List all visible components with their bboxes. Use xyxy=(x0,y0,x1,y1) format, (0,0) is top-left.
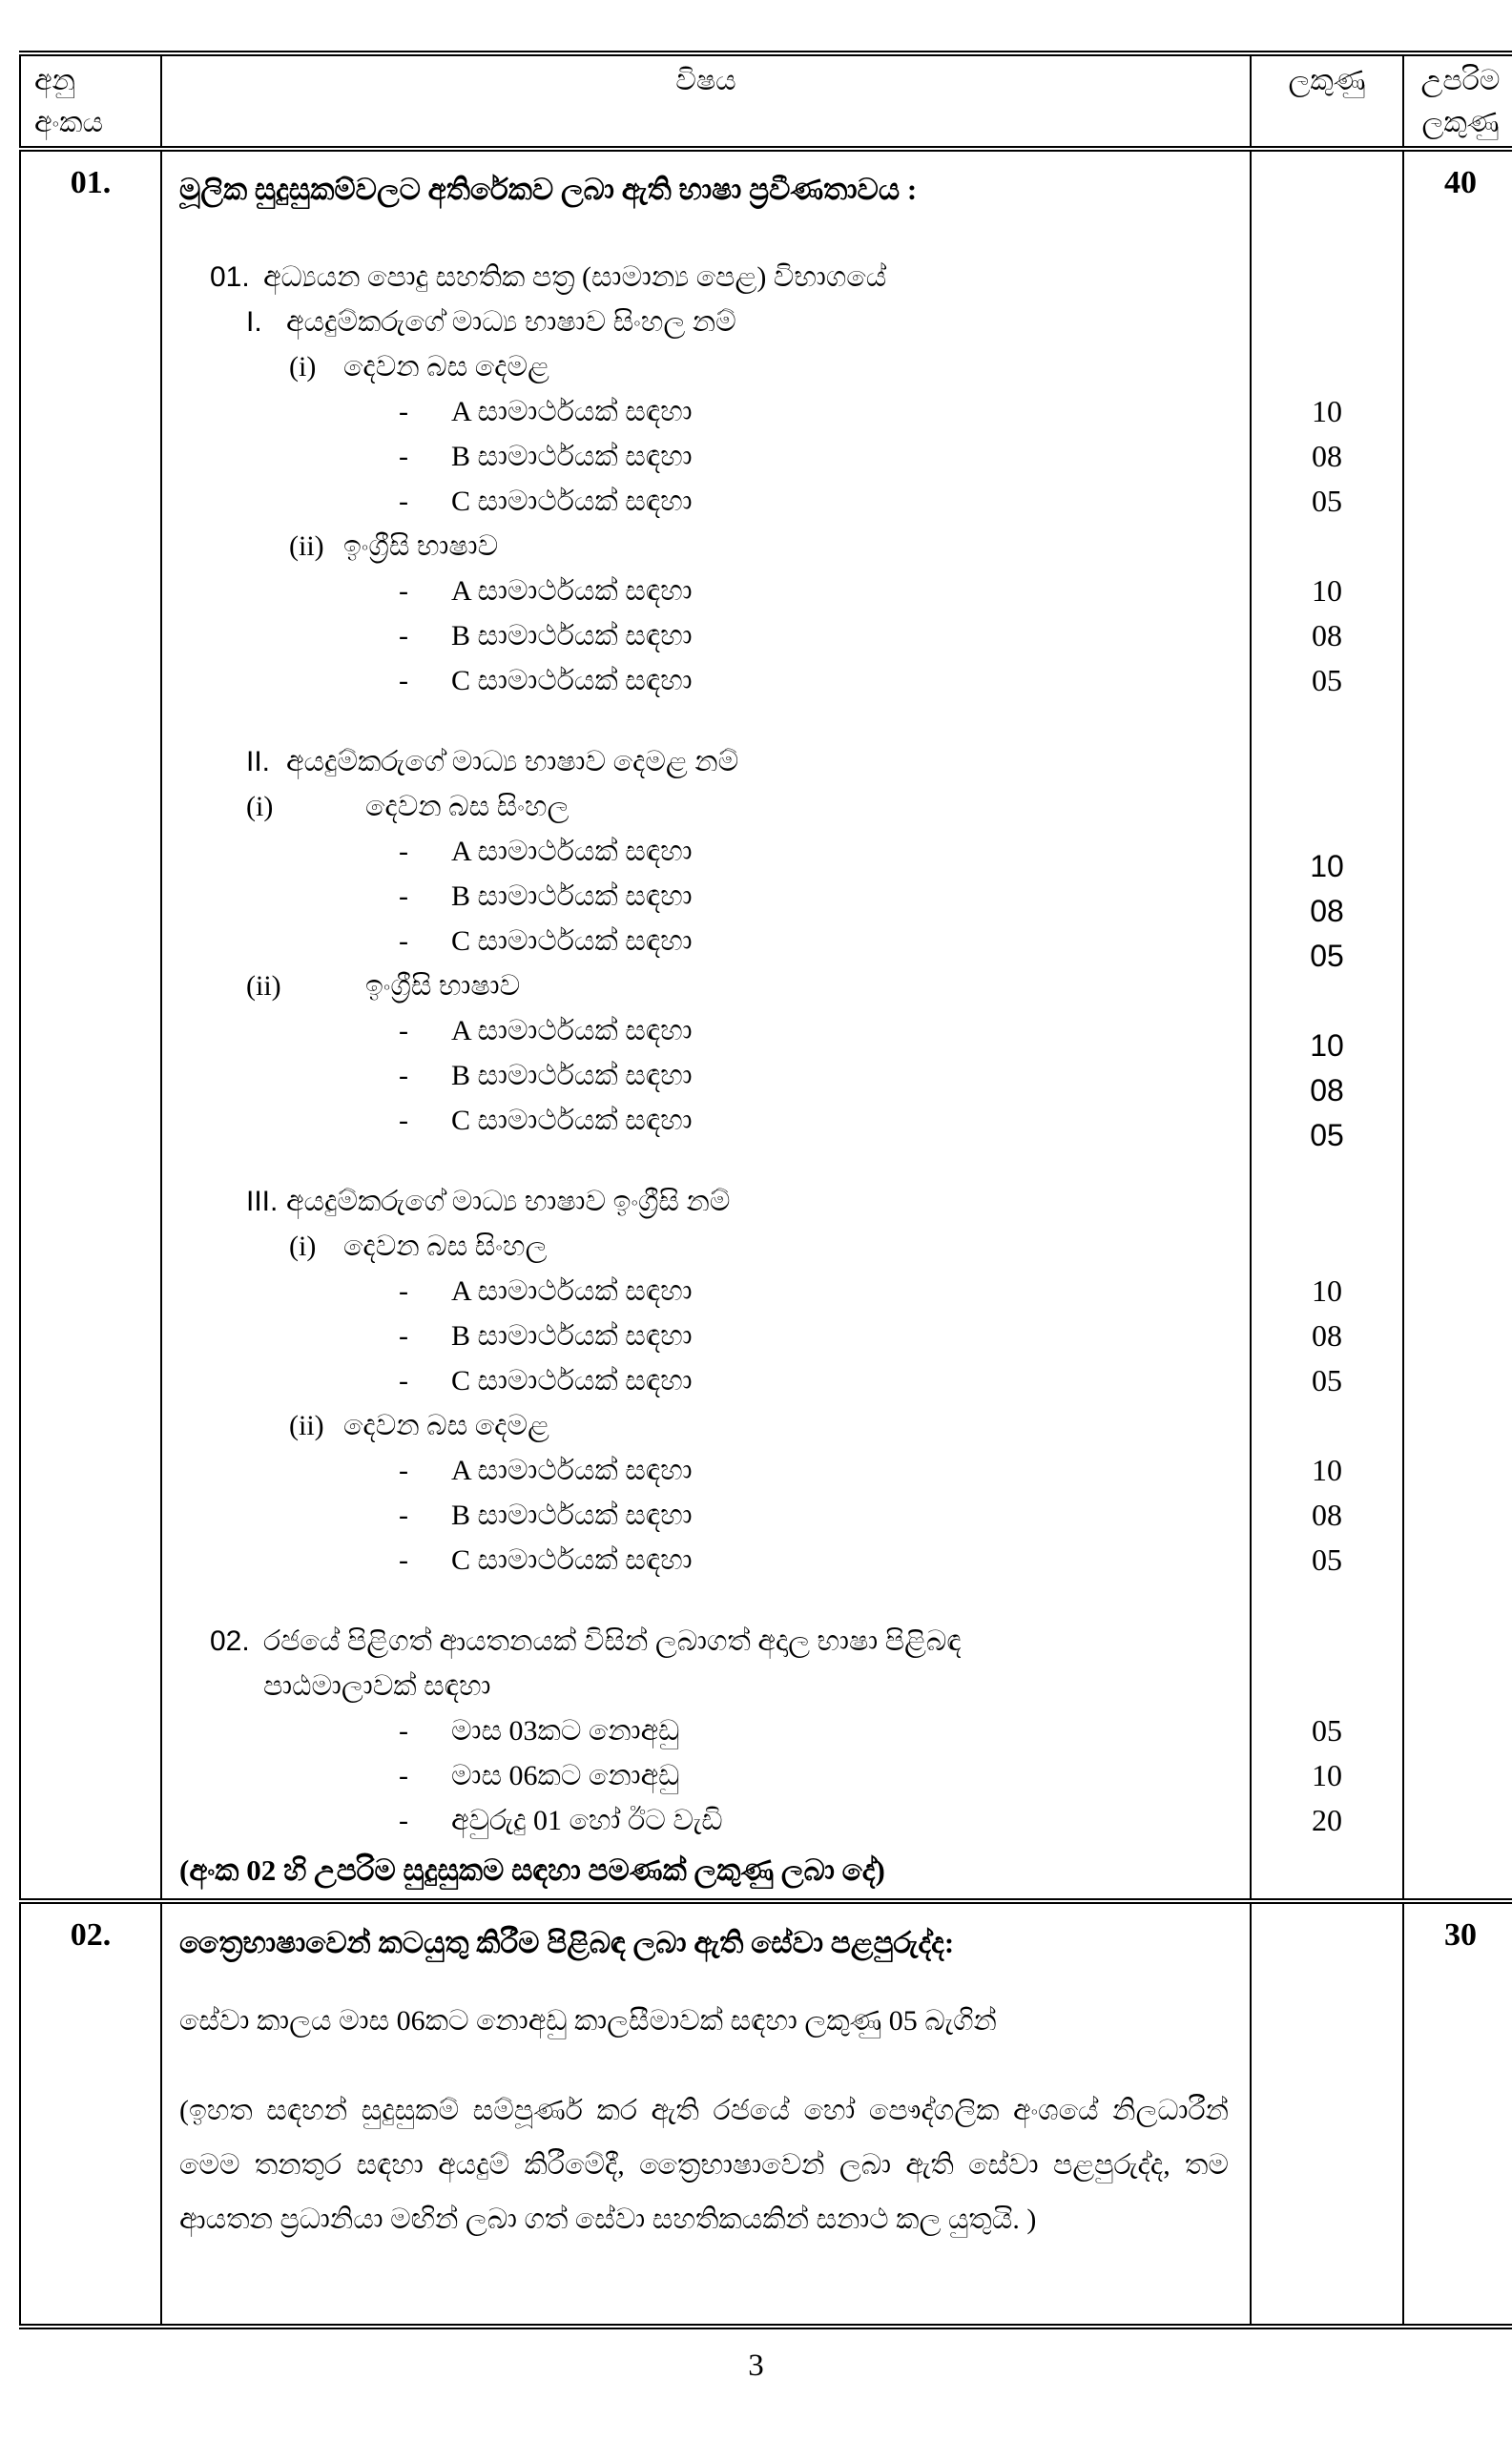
row-01-subject-cell xyxy=(161,149,1251,1901)
row-02-rate-line: සේවා කාලය මාස 06කට නොඅඩු කාලසීමාවක් සඳහා ලකුණු 05 බැගින් xyxy=(179,2005,997,2037)
line-text: A සාමාර්ථයක් සඳහා xyxy=(451,396,693,427)
mark-value: 10 xyxy=(1312,1453,1342,1487)
line-label: - xyxy=(399,880,408,912)
qualification-line xyxy=(179,1008,1250,1053)
header-max-marks xyxy=(1403,53,1512,149)
qualification-line xyxy=(179,919,1250,963)
line-label: - xyxy=(399,1060,408,1091)
row-01-mark-values xyxy=(1252,152,1402,1898)
row-02-serial: 02. xyxy=(20,1901,161,2327)
row-01-max-marks: 40 xyxy=(1403,149,1512,1901)
qualification-line xyxy=(179,613,1250,658)
line-text: B සාමාර්ථයක් සඳහා xyxy=(451,1500,693,1531)
line-text: C සාමාර්ථයක් සඳහා xyxy=(451,1544,693,1576)
qualification-line xyxy=(179,1358,1250,1403)
row-02-marks-cell xyxy=(1251,1901,1403,2327)
line-text: B සාමාර්ථයක් සඳහා xyxy=(451,880,693,912)
row-01-serial: 01. xyxy=(20,149,161,1901)
marks-scheme-table xyxy=(19,51,1512,2329)
line-text: C සාමාර්ථයක් සඳහා xyxy=(451,486,693,517)
qualification-line xyxy=(179,1493,1250,1538)
line-text: අයදුම්කරුගේ මාධ්‍ය භාෂාව සිංහල නම් xyxy=(286,306,736,338)
mark-value: 08 xyxy=(1312,618,1342,652)
line-text: B සාමාර්ථයක් සඳහා xyxy=(451,441,693,472)
line-label: (ii) xyxy=(246,970,281,1002)
line-label: (ii) xyxy=(289,530,324,562)
line-text: මාස 06කට නොඅඩු xyxy=(451,1760,680,1791)
line-label: (i) xyxy=(289,1231,317,1262)
qualification-line xyxy=(179,1583,1250,1619)
mark-value: 05 xyxy=(1312,663,1342,697)
line-text: දෙවන බස දෙමළ xyxy=(343,351,549,383)
header-serial-number xyxy=(20,53,161,149)
mark-value: 08 xyxy=(1310,1073,1344,1107)
qualification-line xyxy=(179,1143,1250,1179)
line-text: දෙවන බස සිංහල xyxy=(343,1231,548,1262)
line-text: අවුරුදු 01 හෝ ඊට වැඩි xyxy=(451,1805,723,1836)
header-subject: විෂය xyxy=(161,53,1251,149)
qualification-line xyxy=(179,1753,1250,1798)
mark-value: 05 xyxy=(1310,939,1344,973)
qualification-line xyxy=(179,829,1250,874)
qualification-line xyxy=(179,1798,1250,1843)
line-label: - xyxy=(399,1500,408,1531)
qualification-line xyxy=(179,1053,1250,1098)
qualification-line xyxy=(179,1664,1250,1708)
qualification-line xyxy=(179,1403,1250,1448)
line-label: (i) xyxy=(246,791,274,822)
mark-value xyxy=(1252,218,1402,255)
qualification-line xyxy=(179,963,1250,1008)
qualification-line xyxy=(179,874,1250,919)
qualification-line xyxy=(179,524,1250,569)
line-label: - xyxy=(399,1715,408,1747)
line-label: I. xyxy=(246,306,262,338)
line-label: - xyxy=(399,1455,408,1486)
line-label: - xyxy=(399,1015,408,1046)
row-01-subject-lines xyxy=(162,152,1250,1898)
line-text: අයදුම්කරුගේ මාධ්‍ය භාෂාව ඉංග්‍රීසි නම් xyxy=(286,1186,731,1217)
qualification-line xyxy=(179,161,1250,218)
mark-value xyxy=(1252,255,1402,300)
mark-value xyxy=(1252,1843,1402,1898)
mark-value: 05 xyxy=(1312,1363,1342,1397)
line-label: 02. xyxy=(210,1625,250,1657)
qualification-line xyxy=(179,1314,1250,1358)
line-label: - xyxy=(399,836,408,867)
line-text: A සාමාර්ථයක් සඳහා xyxy=(451,575,693,607)
header-max-line2: ලකුණු xyxy=(1421,107,1500,138)
line-label: - xyxy=(399,1365,408,1397)
line-text: අයදුම්කරුගේ මාධ්‍ය භාෂාව දෙමළ නම් xyxy=(286,746,739,777)
line-label: - xyxy=(399,1760,408,1791)
mark-value: 05 xyxy=(1312,1542,1342,1577)
line-text: මූලික සුදුසුකම්වලට අතිරේකව ලබා ඇති භාෂා ප්‍රවීණතාවය : xyxy=(179,173,918,206)
line-text: පාඨමාලාවක් සඳහා xyxy=(263,1670,491,1702)
table-row-01 xyxy=(20,149,1512,1901)
line-label: - xyxy=(399,396,408,427)
mark-value xyxy=(1252,1179,1402,1224)
mark-value xyxy=(1252,524,1402,569)
line-text: C සාමාර්ථයක් සඳහා xyxy=(451,925,693,957)
line-text: ඉංග්‍රීසි භාෂාව xyxy=(343,530,499,562)
line-text: A සාමාර්ථයක් සඳහා xyxy=(451,1275,693,1307)
line-label: II. xyxy=(246,746,271,777)
line-label: - xyxy=(399,1275,408,1307)
mark-value: 05 xyxy=(1312,484,1342,518)
line-label: - xyxy=(399,486,408,517)
mark-value: 10 xyxy=(1310,849,1344,883)
row-02-max-marks: 30 xyxy=(1403,1901,1512,2327)
qualification-line xyxy=(179,1269,1250,1314)
qualification-line xyxy=(179,1708,1250,1753)
mark-value xyxy=(1252,1583,1402,1619)
line-label: III. xyxy=(246,1186,279,1217)
qualification-line xyxy=(179,1098,1250,1143)
row-02-note-paragraph: (ඉහත සඳහන් සුදුසුකම් සම්පූර්ණ කර ඇති රජයේ හෝ පෞද්ගලික අංශයේ නිලධාරීන් මෙම තනතුර සඳහා අයදුම් කිරීමේදී, ත්‍රෛභාෂාවෙන් ලබා ඇති සේවා පළපුරුද්ද, තම ආයතන ප්‍රධානියා මඟින් ලබා ගත් සේවා සහතිකයකින් සනාථ කල යුතුයි. ) xyxy=(179,2095,1229,2235)
mark-value: 05 xyxy=(1312,1713,1342,1748)
line-text: C සාමාර්ථයක් සඳහා xyxy=(451,1365,693,1397)
mark-value: 08 xyxy=(1312,439,1342,473)
mark-value xyxy=(1252,1619,1402,1664)
line-label: - xyxy=(399,575,408,607)
line-label: (i) xyxy=(289,351,317,383)
qualification-line xyxy=(179,300,1250,344)
line-text: A සාමාර්ථයක් සඳහා xyxy=(451,836,693,867)
line-label: - xyxy=(399,1544,408,1576)
mark-value xyxy=(1252,161,1402,218)
qualification-line xyxy=(179,344,1250,389)
mark-value xyxy=(1252,739,1402,784)
mark-value xyxy=(1252,1664,1402,1708)
qualification-line xyxy=(179,1179,1250,1224)
line-label: - xyxy=(399,1320,408,1352)
header-marks: ලකුණු xyxy=(1251,53,1403,149)
row-02-heading: ත්‍රෛභාෂාවෙන් කටයුතු කිරීම පිළිබඳ ලබා ඇති සේවා පළපුරුද්ද: xyxy=(179,1926,955,1959)
mark-value: 10 xyxy=(1310,1028,1344,1063)
qualification-line xyxy=(179,389,1250,434)
qualification-line xyxy=(179,1224,1250,1269)
line-text: (අංක 02 හි උපරිම සුදුසුකම සඳහා පමණක් ලකුණු ලබා දේ) xyxy=(179,1853,885,1887)
line-text: A සාමාර්ථයක් සඳහා xyxy=(451,1455,693,1486)
line-label: - xyxy=(399,620,408,652)
line-text: C සාමාර්ථයක් සඳහා xyxy=(451,665,693,696)
qualification-line xyxy=(179,434,1250,479)
mark-value xyxy=(1252,344,1402,389)
qualification-line xyxy=(179,255,1250,300)
qualification-line xyxy=(179,218,1250,255)
qualification-line xyxy=(179,479,1250,524)
row-01-marks-cell xyxy=(1251,149,1403,1901)
line-text: දෙවන බස සිංහල xyxy=(365,791,570,822)
mark-value: 05 xyxy=(1310,1118,1344,1152)
line-text: C සාමාර්ථයක් සඳහා xyxy=(451,1105,693,1136)
line-label: - xyxy=(399,1105,408,1136)
mark-value: 20 xyxy=(1312,1803,1342,1837)
line-text: B සාමාර්ථයක් සඳහා xyxy=(451,1060,693,1091)
line-text: අධ්‍යයන පොදු සහතික පත්‍ර (සාමාන්‍ය පෙළ) විභාගයේ xyxy=(263,261,887,293)
qualification-line xyxy=(179,1619,1250,1664)
page-number: 3 xyxy=(748,2349,764,2383)
qualification-line xyxy=(179,569,1250,613)
line-text: A සාමාර්ථයක් සඳහා xyxy=(451,1015,693,1046)
qualification-line xyxy=(179,1843,1250,1898)
mark-value: 08 xyxy=(1312,1318,1342,1353)
line-text: B සාමාර්ථයක් සඳහා xyxy=(451,620,693,652)
mark-value xyxy=(1252,1224,1402,1269)
qualification-line xyxy=(179,1538,1250,1583)
line-label: 01. xyxy=(210,261,250,293)
line-text: B සාමාර්ථයක් සඳහා xyxy=(451,1320,693,1352)
mark-value: 08 xyxy=(1310,894,1344,928)
header-max-line1: උපරිම xyxy=(1420,65,1501,96)
line-text: රජයේ පිළිගත් ආයතනයක් විසින් ලබාගත් අදාල භාෂා පිළිබඳ xyxy=(263,1625,962,1657)
mark-value: 08 xyxy=(1312,1498,1342,1532)
line-text: ඉංග්‍රීසි භාෂාව xyxy=(365,970,521,1002)
table-header-row xyxy=(20,53,1512,149)
qualification-line xyxy=(179,658,1250,703)
line-text: දෙවන බස දෙමළ xyxy=(343,1410,549,1441)
line-text: මාස 03කට නොඅඩු xyxy=(451,1715,680,1747)
mark-value xyxy=(1252,300,1402,344)
qualification-line xyxy=(179,784,1250,829)
header-serial-line2: අංකය xyxy=(34,107,104,138)
table-row-02 xyxy=(20,1901,1512,2327)
header-serial-line1: අනු xyxy=(34,65,75,96)
mark-value: 10 xyxy=(1312,394,1342,428)
mark-value: 10 xyxy=(1312,1758,1342,1792)
mark-value xyxy=(1252,784,1402,829)
mark-value: 10 xyxy=(1312,573,1342,608)
line-label: - xyxy=(399,665,408,696)
mark-value xyxy=(1252,703,1402,739)
qualification-line xyxy=(179,739,1250,784)
line-label: - xyxy=(399,1805,408,1836)
line-label: (ii) xyxy=(289,1410,324,1441)
row-02-subject-cell xyxy=(161,1901,1251,2327)
qualification-line xyxy=(179,1448,1250,1493)
line-label: - xyxy=(399,925,408,957)
qualification-line xyxy=(179,703,1250,739)
line-label: - xyxy=(399,441,408,472)
mark-value xyxy=(1252,1403,1402,1448)
mark-value: 10 xyxy=(1312,1273,1342,1308)
